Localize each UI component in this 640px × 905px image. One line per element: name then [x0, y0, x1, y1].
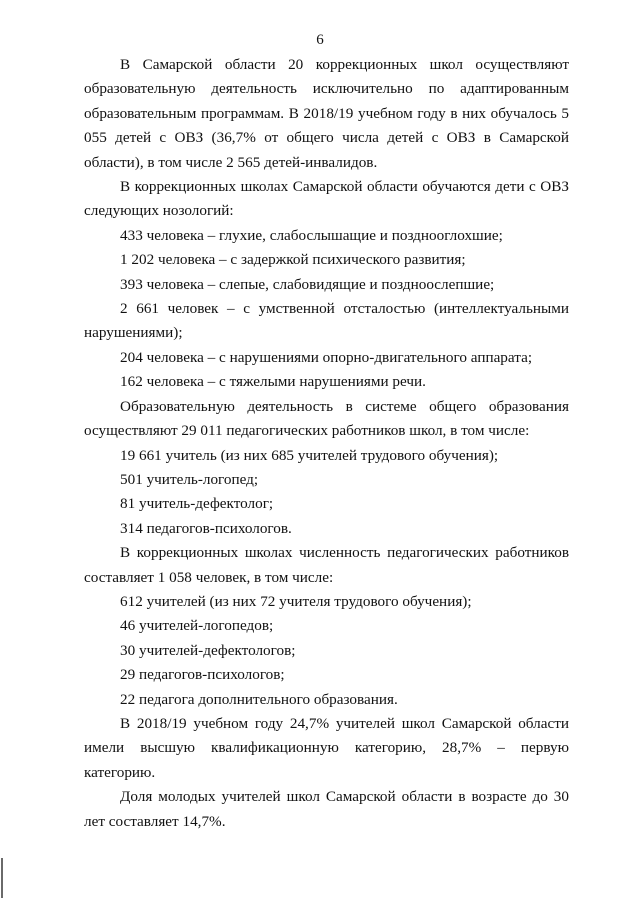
- paragraph-correctional-staff-total: В коррекционных школах численность педагогических работников составляет 1 058 человек, в том числе:: [84, 544, 569, 586]
- list-item-deaf: 433 человека – глухие, слабослышащие и позднооглохшие;: [120, 226, 503, 244]
- list-item-musculoskeletal: 204 человека – с нарушениями опорно-двигательного аппарата;: [120, 348, 533, 366]
- page-number: 6: [316, 32, 324, 48]
- paragraph-young-teachers-share: Доля молодых учителей школ Самарской области в возрасте до 30 лет составляет 14,7%.: [84, 788, 569, 830]
- list-item-teachers: 19 661 учитель (из них 685 учителей трудового обучения);: [120, 446, 499, 464]
- list-item-blind: 393 человека – слепые, слабовидящие и поздноослепшие;: [120, 275, 495, 293]
- list-item-psychologists: 314 педагогов-психологов.: [120, 519, 292, 537]
- list-item-correctional-psychologists: 29 педагогов-психологов;: [120, 666, 285, 684]
- list-item-correctional-teachers: 612 учителей (из них 72 учителя трудового обучения);: [120, 592, 472, 610]
- list-item-speech-therapists: 501 учитель-логопед;: [120, 470, 259, 488]
- list-item-speech: 162 человека – с тяжелыми нарушениями речи.: [120, 373, 426, 391]
- paragraph-teaching-staff-total: Образовательную деятельность в системе общего образования осуществляют 29 011 педагогических работников школ, в том числе:: [84, 397, 569, 440]
- list-item-additional-education-teachers: 22 педагога дополнительного образования.: [120, 690, 398, 708]
- scan-edge-mark: [1, 858, 3, 898]
- paragraph-nosologies-intro: В коррекционных школах Самарской области обучаются дети с ОВЗ следующих нозологий:: [84, 178, 569, 220]
- list-item-correctional-speech-therapists: 46 учителей-логопедов;: [120, 617, 274, 635]
- paragraph-correctional-schools-intro: В Самарской области 20 коррекционных школ осуществляют образовательную деятельность исключительно по адаптированным образовательным программам. В 2018/19 учебном году в них обучалось 5 055 детей с ОВЗ (36,7% от общего числа детей с ОВЗ в Самарской области), в том числе 2 565 детей-инвалидов.: [84, 56, 569, 171]
- paragraph-qualification-categories: В 2018/19 учебном году 24,7% учителей школ Самарской области имели высшую квалификационную категорию, 28,7% – первую категорию.: [84, 714, 569, 781]
- page-body: [84, 53, 569, 834]
- list-item-correctional-defectologists: 30 учителей-дефектологов;: [120, 641, 296, 659]
- list-item-developmental-delay: 1 202 человека – с задержкой психического развития;: [120, 251, 466, 269]
- list-item-defectologists: 81 учитель-дефектолог;: [120, 495, 274, 513]
- list-item-intellectual-disability: 2 661 человек – с умственной отсталостью (интеллектуальными нарушениями);: [84, 300, 569, 342]
